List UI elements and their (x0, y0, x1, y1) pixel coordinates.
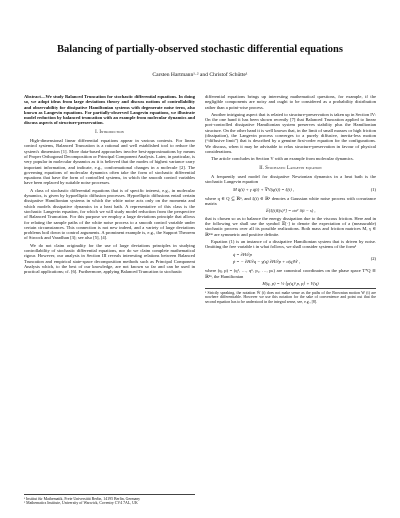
paragraph: where (q, p) = (q¹, …, qⁿ, p₁, …, pₙ) are canonical coordinates on the phase space T*Q ≅ ℝ²ⁿ, the Hamiltonian (205, 268, 376, 279)
equation-body: M q̈(t) + γ q̇(t) + ∇V(q(t)) = ξ(t) , (233, 187, 295, 193)
paragraph: A frequently used model for dissipative Newtonian dynamics in a heat bath is the stochastic Langevin equation (205, 173, 376, 185)
footnote-right: ¹ Strictly speaking, the notation Ẇ (t) does not make sense as the paths of the Brownian motion W (t) are nowhere differentiable. However we use this notation for the sake of convenience and point out that the second equation has to be understood in the integral sense, see, e.g., [8]. (205, 288, 376, 304)
left-column (24, 94, 195, 304)
abstract: Abstract—We study Balanced Truncation for stochastic differential equations. In doing so, we adopt ideas from large deviations theory and discuss notions of controllability and observability for dissipative Hamiltonian systems with degenerate noise term, also known as Langevin equations. For partially-observed Langevin equations, we illustrate model reduction by balanced truncation with an example from molecular dynamics and discuss aspects of structure-preservation. (24, 94, 195, 126)
equation-number: (1) (370, 187, 376, 193)
paragraph: that is chosen so as to balance the energy dissipation due to the viscous friction. Here and in the following we shall use the symbol 𝔼[·] to denote the expectation of a (measurable) stochastic process over all its possible realizations. Both mass and friction matrices M, γ ∈ ℝⁿˣⁿ are symmetric and positive definite. (205, 215, 376, 237)
covariance-equation: 𝔼[ξ(t)ξ(s)ᵀ] = σσᵀ δ(t − s) , (265, 208, 316, 214)
equation-line: ṗ = − ∂H/∂q − γ(q) ∂H/∂p + σ(q)Ẇ , (233, 258, 300, 264)
affiliation-footnote: ¹ Institut für Mathematik, Freie Universität Berlin, 14195 Berlin, Germany (24, 496, 141, 501)
paragraph: differential equations brings up interesting mathematical questions, for example, if the negligible components are noisy and ought to be considered as a probability distribution rather than a point-wise process. (205, 94, 376, 110)
affiliation-footnote: ² Mathematics Institute, University of Warwick, Coventry CV4 7AL, UK (24, 501, 138, 505)
author-line: Carsten Hartmann¹·² and Christof Schütte¹ (152, 72, 248, 78)
paragraph: A class of stochastic differential equations that is of specific interest, e.g., in molecular dynamics, is given by hypoelliptic diffusion processes. Hypoelliptic diffusions entail certain dissipative Hamiltonian systems in which the white noise acts only on the momenta and which models dissipative dynamics in a heat bath. A representative of this class is the stochastic Langevin equation, for which we will study model reduction from the perspective of Balanced Truncation. For this purpose we employ a large deviations principle that allows for relating the sample paths of the white noise process to a smooth control variable under certain circumstances. This connection is not new indeed, and a variety of large deviations problems boil down to control arguments. A prominent example is, e.g., the Support Theorem of Stroock and Varadhan [3]; see also [5], [4]. (24, 187, 195, 241)
paragraph: High-dimensional linear differential equations appear in various contexts. For linear control systems, Balanced Truncation is a rational and well established tool to reduce the system's dimension [1]. More data-based approaches involve best-approximations by means of Proper Orthogonal Decomposition or Principal Component Analysis. Later, in particular, is very popular in molecular dynamics as it is believed that the modes of highest variance carry important information, and indicate, e.g., conformational changes in a molecule [2]. The governing equations of molecular dynamics often take the form of stochastic differential equations that have the form of controlled systems, in which the smooth control variables have been replaced by suitable noise processes. (24, 138, 195, 186)
equation-line: q̇ = ∂H/∂p (233, 252, 252, 258)
right-column (205, 94, 376, 304)
equation-1 (205, 187, 376, 192)
paragraph: where q ∈ Q ⊆ ℝⁿ, and ξ(t) ∈ ℝⁿ denotes a Gaussian white noise process with covariance matrix (205, 195, 376, 207)
paragraph: Equation (1) is an instance of a dissipative Hamiltonian system that is driven by noise. Omitting the free variable t in what follows, we shall consider systems of the form¹ (205, 238, 376, 250)
paragraph: We do not claim originality for the use of large deviations principles in studying controllability of stochastic differential equations, nor do we claim complete mathematical rigour. However, our analysis in Section III reveals interesting relations between Balanced Truncation and empirical state-space decomposition methods such as Principal Component Analysis which, to the best of our knowledge, are not known so far and can be used in practical applications; cf. [6]. Furthermore, applying Balanced Truncation to stochastic (24, 242, 195, 275)
paragraph: The article concludes in Section V with an example from molecular dynamics. (211, 156, 354, 162)
two-column-body (24, 94, 376, 304)
equation-2 (205, 252, 376, 265)
section-heading-langevin: II. Stochastic Langevin equation (259, 165, 322, 171)
footnotes-affiliations (24, 494, 195, 506)
equation-number: (2) (370, 256, 376, 262)
section-heading-introduction: I. Introduction (95, 129, 124, 135)
paper-title: Balancing of partially-observed stochastic differential equations (57, 44, 343, 55)
hamiltonian-equation: H(q, p) = ½ ⟨p(q)ᵗ p, p⟩ + V(q) (262, 281, 319, 287)
paragraph: Another intriguing aspect that is related to structure-preservation is taken up in Section IV: On the one hand it has been shown recently [7] that Balanced Truncation applied to linear port-controlled dissipative Hamiltonian system preserves stability plus the Hamiltonian structure. On the other hand it is well known that, in the limit of small masses or high friction (dissipation), the Langevin process converges to a purely diffusive, inertia-less motion (“diffusive limit”) that is described by a genuine first-order equation for the configurations. We discuss, when it may be advisable to relax structure-preservation in favour of physical considerations. (205, 111, 376, 154)
